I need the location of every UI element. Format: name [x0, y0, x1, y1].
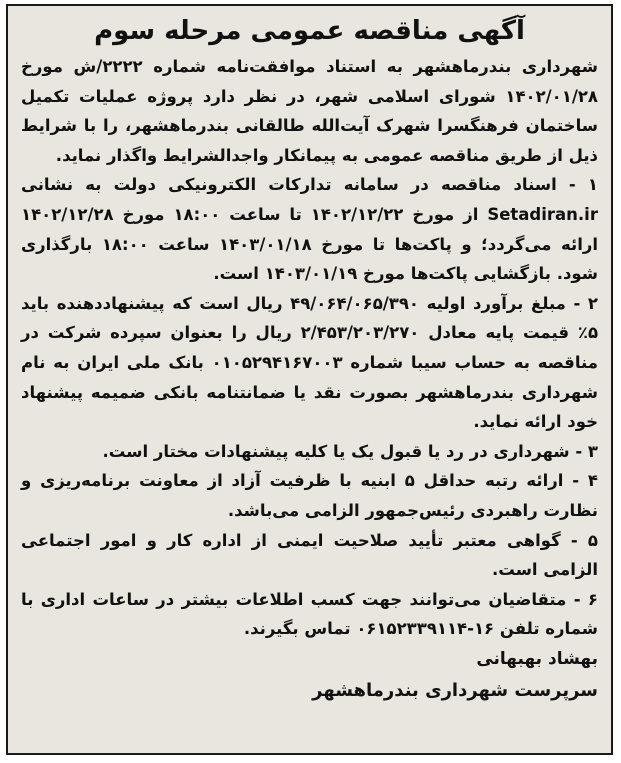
notice-item-3: ۳ - شهرداری در رد یا قبول یک یا کلیه پیشنهادات مختار است. — [102, 441, 598, 461]
tender-notice — [6, 4, 613, 755]
signature-name: بهشاد بهبهانی — [476, 648, 598, 669]
notice-item-2: ۲ - مبلغ برآورد اولیه ۴۹/۰۶۴/۰۶۵/۳۹۰ ریال است که پیشنهاددهنده باید ۵٪ قیمت پایه معادل ۲/۴۵۳/۲۰۳/۲۷۰ ریال را بعنوان سپرده شرکت در مناقصه به حساب سیبا شماره ۰۱۰۵۲۹۴۱۶۷۰۰۳ بانک ملی ایران به نام شهرداری بندرماهشهر بصورت نقد یا ضمانتنامه بانکی ضمیمه پیشنهاد خود ارائه نماید. — [21, 293, 599, 432]
notice-intro: شهرداری بندرماهشهر به استناد موافقت‌نامه شماره ۲۲۲۲/ش مورخ ۱۴۰۲/۰۱/۲۸ شورای اسلامی شهر، در نظر دارد پروژه عملیات تکمیل ساختمان فرهنگسرا شهرک آیت‌الله طالقانی بندرماهشهر، را با شرایط ذیل از طریق مناقصه عمومی به پیمانکار واجدالشرایط واگذار نماید. — [21, 57, 598, 165]
notice-title: آگهی مناقصه عمومی مرحله سوم — [94, 16, 525, 46]
notice-item-1: ۱ - اسناد مناقصه در سامانه تدارکات الکترونیکی دولت به نشانی Setadiran.ir از مورخ ۱۴۰۲/۱۲/۲۲ تا ساعت ۱۸:۰۰ مورخ ۱۴۰۲/۱۲/۲۸ ارائه می‌گردد؛ و پاکت‌ها تا مورخ ۱۴۰۳/۰۱/۱۸ ساعت ۱۸:۰۰ بارگذاری شود. بازگشایی پاکت‌ها مورخ ۱۴۰۳/۰۱/۱۹ است. — [21, 175, 598, 284]
notice-item-5: ۵ - گواهی معتبر تأیید صلاحیت ایمنی از اداره کار و امور اجتماعی الزامی است. — [21, 530, 598, 580]
notice-item-6: ۶ - متقاضیان می‌توانند جهت کسب اطلاعات بیشتر در ساعات اداری با شماره تلفن ۱۶-۰۶۱۵۲۳۳۹۱۱۴ تماس بگیرند. — [21, 589, 598, 639]
notice-item-4: ۴ - ارائه رتبه حداقل ۵ ابنیه با ظرفیت آزاد از معاونت برنامه‌ریزی و نظارت راهبردی رئیس‌جمهور الزامی می‌باشد. — [21, 471, 598, 520]
signature-title: سرپرست شهرداری بندرماهشهر — [312, 679, 598, 701]
